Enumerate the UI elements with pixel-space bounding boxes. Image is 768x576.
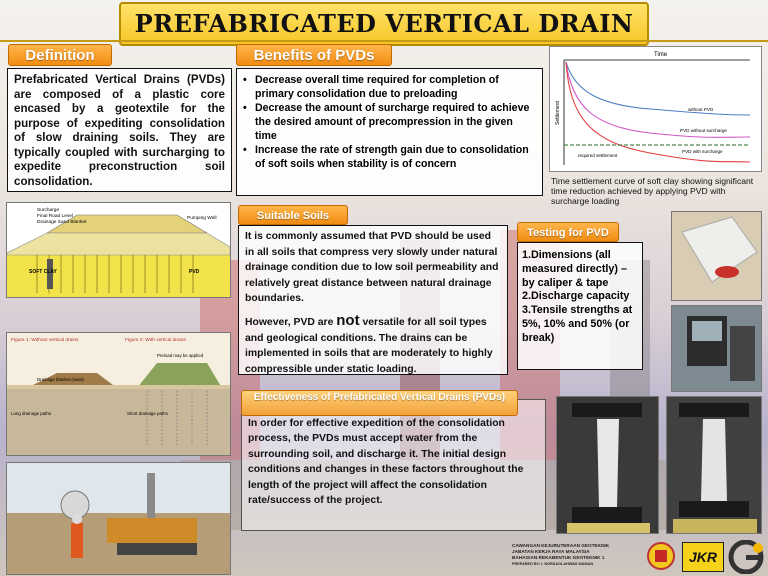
diagram2-label: Preload may be applied <box>157 353 204 358</box>
emphasis-not: not <box>336 311 360 329</box>
benefits-box <box>236 68 543 196</box>
testing-item: 3.Tensile strengths at 5%, 10% and 50% (or break) <box>522 304 633 344</box>
tensile-test-photo-1 <box>556 396 659 534</box>
testing-machine-photo <box>671 305 762 392</box>
diagram2-label: Drainage blanket (sand) <box>37 377 84 382</box>
sand-blanket <box>7 385 230 389</box>
benefit-item: • Decrease the amount of surcharge required to achieve the desired amount of precompression in the given time <box>241 101 536 143</box>
required-settlement-label: required settlement <box>578 153 618 158</box>
effectiveness-box <box>241 399 546 531</box>
jkr-logo-text: JKR <box>688 549 717 565</box>
curve-label-pvd-with-surcharge: PVD with surcharge <box>682 149 723 154</box>
suitable-soils-box <box>238 225 508 375</box>
effectiveness-text: In order for effective expedition of the consolidation process, the PVDs must accept water from the surrounding soil, and discharge it. The initial design conditions and changes in these factors throughout the length of the project will affect the consolidation rate/success of the project. <box>248 418 524 507</box>
page-title: PREFABRICATED VERTICAL DRAIN <box>119 2 650 46</box>
diagram1-label: SOFT CLAY <box>29 269 57 275</box>
testing-item: 1.Dimensions (all measured directly) – by caliper & tape <box>522 249 628 289</box>
benefit-item: • Decrease overall time required for completion of primary consolidation due to preloading <box>241 73 536 101</box>
suitable-soils-heading: Suitable Soils <box>238 205 348 225</box>
ground-layer <box>7 388 230 455</box>
footer-credits <box>512 543 609 567</box>
preload-right <box>137 363 222 388</box>
drainage-paths-diagram <box>6 332 231 456</box>
footer-line: CAWANGAN KEJURUTERAAN GEOTEKNIK <box>512 543 610 548</box>
chart-top-label: Time <box>654 52 668 58</box>
suitable-soils-text: versatile for all soil types and geological conditions. The drains can be implemented in soils that are moderately to highly compressible under static loading. <box>245 316 493 375</box>
curve-without-pvd <box>566 62 750 115</box>
site-installation-photo <box>6 462 231 575</box>
geotechnical-logo <box>728 540 766 574</box>
suitable-soils-text: However, PVD are <box>245 316 334 328</box>
footer-line: BAHAGIAN REKABENTUK GEOTEKNIK 1 <box>512 555 605 560</box>
settlement-chart-panel <box>549 46 762 172</box>
benefits-list <box>237 69 542 171</box>
diagram1-label: Surcharge <box>37 208 60 213</box>
diagram2-label: Long drainage paths <box>11 411 52 416</box>
footer-line: PREPARED BY: I. NORSAOLAHWAS MAMAN <box>512 562 594 566</box>
pvd-cross-section-diagram <box>6 202 231 298</box>
diagram1-label: Pumping Well <box>187 216 217 221</box>
testing-item: 2.Discharge capacity <box>522 290 630 303</box>
testing-box <box>517 242 643 370</box>
soft-clay-layer <box>7 255 230 297</box>
curve-pvd-with-surcharge <box>566 62 750 162</box>
jkr-logo <box>682 542 724 572</box>
definition-text: Prefabricated Vertical Drains (PVDs) are composed of a plastic core encased by a geotextile for the purpose of expediting consolidation of slow draining soils. They are typically coupled with surcharging to expedite preconstruction soil consolidation. <box>14 73 225 188</box>
curve-label-pvd-without-surcharge: PVD without surcharge <box>680 128 727 133</box>
curve-pvd-without-surcharge <box>566 62 750 137</box>
diagram1-label: PVD <box>189 269 200 275</box>
title-divider <box>0 40 768 42</box>
malaysia-crest-logo <box>646 540 676 572</box>
pvd-sample-photo <box>671 211 762 301</box>
footer-line: JABATAN KERJA RAYA MALAYSIA <box>512 549 590 554</box>
title-banner <box>0 2 768 42</box>
definition-box <box>7 68 232 192</box>
testing-heading: Testing for PVD <box>517 222 619 242</box>
diagram2-label: Short drainage paths <box>127 411 168 416</box>
fig2-caption: Figure 2: With vertical drains <box>125 338 186 343</box>
curve-label-without-pvd: without PVD <box>688 107 714 112</box>
tensile-test-photo-2 <box>666 396 762 534</box>
diagram1-label: Drainage Sand Blanket <box>37 220 87 225</box>
effectiveness-heading: Effectiveness of Prefabricated Vertical Drains (PVDs) <box>241 390 518 416</box>
settlement-chart <box>550 47 761 171</box>
chart-caption: Time settlement curve of soft clay showing significant time reduction achieved by applying PVD with surcharge loading <box>551 176 754 206</box>
suitable-soils-paragraph-2 <box>239 310 507 380</box>
fig1-caption: Figure 1: Without vertical drains <box>11 338 79 343</box>
benefits-heading: Benefits of PVDs <box>236 44 392 66</box>
definition-heading: Definition <box>8 44 112 66</box>
suitable-soils-paragraph-1: It is commonly assumed that PVD should be used in all soils that compress very slowly under natural drainage condition due to low soil permeability and relatively great distance between natural drainage boundaries. <box>245 231 499 305</box>
chart-y-label: Settlement <box>555 101 561 125</box>
benefit-item: • Increase the rate of strength gain due to consolidation of soft soils when stability is of concern <box>241 143 536 171</box>
diagram1-label: Final Road Level <box>37 214 73 219</box>
embankment <box>7 233 230 255</box>
testing-list <box>518 243 642 352</box>
